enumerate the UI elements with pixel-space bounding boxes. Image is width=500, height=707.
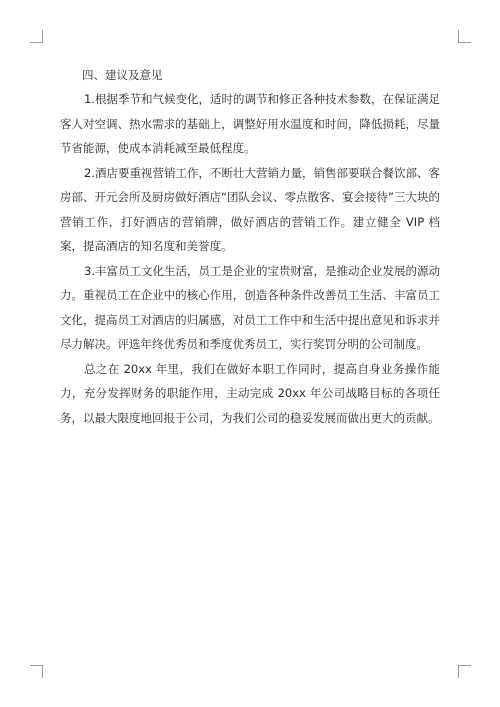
crop-mark-top-right bbox=[458, 30, 471, 43]
paragraph-energy-saving: 1.根据季节和气候变化，适时的调节和修正各种技术参数，在保证满足客人对空调、热水需求的基础上，调整好用水温度和时间，降低损耗，尽量节省能源，使成本消耗减至最低程度。 bbox=[60, 92, 440, 155]
crop-mark-bottom-left bbox=[30, 665, 43, 678]
paragraph-staff-culture: 3.丰富员工文化生活，员工是企业的宝贵财富，是推动企业发展的源动力。重视员工在企业中的核心作用，创造各种条件改善员工生活、丰富员工文化，提高员工对酒店的归属感，对员工工作中和生活中提出意见和诉求并尽力解决。评选年终优秀员和季度优秀员工，实行奖罚分明的公司制度。 bbox=[60, 263, 440, 351]
crop-mark-bottom-right bbox=[458, 665, 471, 678]
crop-mark-top-left bbox=[30, 30, 43, 43]
document-body bbox=[60, 64, 440, 430]
paragraph-conclusion: 总之在 20xx 年里，我们在做好本职工作同时，提高自身业务操作能力，充分发挥财务的职能作用，主动完成 20xx 年公司战略目标的各项任务，以最大限度地回报于公司，为我们公司的稳妥发展而做出更大的贡献。 bbox=[60, 361, 440, 425]
paragraph-marketing: 2.酒店要重视营销工作，不断壮大营销力量，销售部要联合餐饮部、客房部、开元会所及厨房做好酒店“团队会议、零点散客、宴会接待”三大块的营销工作，打好酒店的营销牌，做好酒店的营销工作。建立健全 VIP 档案，提高酒店的知名度和美誉度。 bbox=[60, 165, 440, 253]
section-heading: 四、建议及意见 bbox=[82, 68, 163, 82]
